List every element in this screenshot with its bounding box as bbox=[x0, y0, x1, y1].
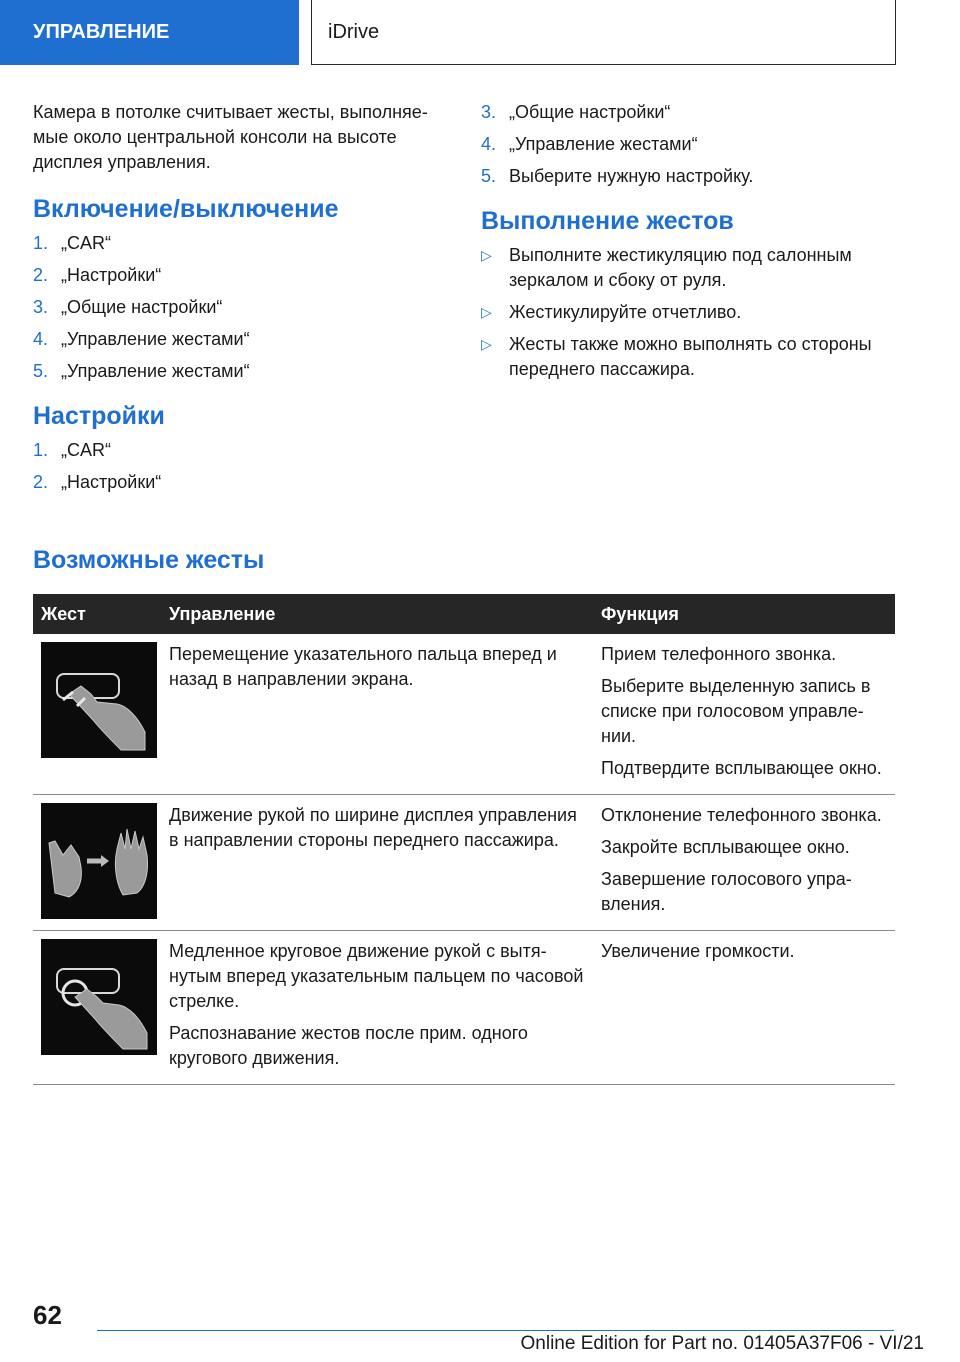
bullet-text: Жесты также можно выполнять со стороны переднего пассажира. bbox=[509, 334, 872, 379]
function-text: Завершение голосового управления. bbox=[601, 869, 852, 914]
control-text: Движение рукой по ширине дисплея управления в направлении стороны переднего пассажира. bbox=[169, 805, 577, 850]
control-text: Перемещение указательного пальца вперед и назад в направлении экрана. bbox=[169, 644, 557, 689]
settings-heading: Настройки bbox=[33, 402, 165, 430]
step-item bbox=[33, 327, 453, 352]
function-text: Прием телефонного звонка. bbox=[601, 644, 837, 664]
perform-bullets bbox=[481, 243, 901, 382]
control-cell bbox=[161, 795, 593, 931]
settings-steps-continued bbox=[481, 100, 901, 189]
toggle-heading: Включение/выключение bbox=[33, 195, 339, 223]
step-text: „Настройки“ bbox=[61, 265, 162, 285]
control-text: Медленное круговое движение рукой с вытянутым вперед указательным пальцем по часовой стрелке. bbox=[169, 941, 584, 1011]
page-number: 62 bbox=[33, 1300, 62, 1330]
step-text: „Управление жестами“ bbox=[509, 134, 698, 154]
step-text: Выберите нужную настройку. bbox=[509, 166, 754, 186]
step-number: 4. bbox=[481, 134, 497, 154]
step-number: 2. bbox=[33, 265, 49, 285]
gesture-cell bbox=[33, 634, 161, 795]
control-text: Распознавание жестов после прим. одного кругового движения. bbox=[169, 1023, 528, 1068]
chapter-tab bbox=[311, 0, 896, 65]
function-cell bbox=[593, 931, 895, 1085]
column-header-gesture: Жест bbox=[33, 594, 161, 634]
settings-steps bbox=[33, 438, 453, 495]
gesture-cell bbox=[33, 795, 161, 931]
function-text: Подтвердите всплывающее окно. bbox=[601, 758, 882, 778]
section-tab bbox=[0, 0, 299, 65]
table-header-row bbox=[33, 594, 895, 634]
gestures-heading: Возможные жесты bbox=[33, 546, 265, 574]
finger-point-gesture-icon bbox=[41, 642, 157, 758]
step-text: „Управление жестами“ bbox=[61, 361, 250, 381]
intro-text: Камера в потолке считывает жесты, выполняемые около центральной консоли на высоте дисплея управления. bbox=[33, 102, 428, 172]
control-cell bbox=[161, 931, 593, 1085]
step-text: „Настройки“ bbox=[61, 472, 162, 492]
triangle-right-icon: ▷ bbox=[481, 247, 492, 263]
function-text: Закройте всплывающее окно. bbox=[601, 837, 850, 857]
table-row bbox=[33, 931, 895, 1085]
step-item bbox=[33, 263, 453, 288]
function-text: Увеличение громкости. bbox=[601, 941, 795, 961]
step-item bbox=[33, 359, 453, 384]
step-number: 1. bbox=[33, 233, 49, 253]
step-number: 1. bbox=[33, 440, 49, 460]
step-number: 5. bbox=[33, 361, 49, 381]
step-text: „Общие настройки“ bbox=[61, 297, 223, 317]
step-item bbox=[481, 132, 901, 157]
function-text: Выберите выделенную запись в списке при голосовом управлении. bbox=[601, 676, 871, 746]
step-number: 5. bbox=[481, 166, 497, 186]
function-text: Отклонение телефонного звонка. bbox=[601, 805, 882, 825]
hand-swipe-gesture-icon bbox=[41, 803, 157, 919]
bullet-item bbox=[481, 243, 901, 293]
left-column bbox=[33, 100, 453, 511]
step-item bbox=[33, 295, 453, 320]
triangle-right-icon: ▷ bbox=[481, 304, 492, 320]
step-item bbox=[33, 438, 453, 463]
bullet-item bbox=[481, 300, 901, 325]
step-number: 4. bbox=[33, 329, 49, 349]
footer-divider bbox=[97, 1330, 894, 1331]
footer-edition: Online Edition for Part no. 01405A37F06 - VI/21 bbox=[520, 1333, 924, 1354]
table-row bbox=[33, 795, 895, 931]
bullet-text: Выполните жестикуляцию под салонным зеркалом и сбоку от руля. bbox=[509, 245, 852, 290]
perform-heading: Выполнение жестов bbox=[481, 207, 734, 235]
toggle-steps bbox=[33, 231, 453, 384]
column-header-function: Функция bbox=[593, 594, 895, 634]
section-label: УПРАВЛЕНИЕ bbox=[33, 21, 170, 43]
step-item bbox=[33, 470, 453, 495]
control-cell bbox=[161, 634, 593, 795]
step-text: „CAR“ bbox=[61, 440, 111, 460]
step-text: „Управление жестами“ bbox=[61, 329, 250, 349]
step-number: 2. bbox=[33, 472, 49, 492]
gesture-cell bbox=[33, 931, 161, 1085]
bullet-text: Жестикулируйте отчетливо. bbox=[509, 302, 742, 322]
step-item bbox=[481, 164, 901, 189]
bullet-item bbox=[481, 332, 901, 382]
step-number: 3. bbox=[33, 297, 49, 317]
table-row bbox=[33, 634, 895, 795]
column-header-control: Управление bbox=[161, 594, 593, 634]
step-item bbox=[481, 100, 901, 125]
finger-circle-gesture-icon bbox=[41, 939, 157, 1055]
step-number: 3. bbox=[481, 102, 497, 122]
function-cell bbox=[593, 795, 895, 931]
function-cell bbox=[593, 634, 895, 795]
step-item bbox=[33, 231, 453, 256]
gestures-table bbox=[33, 594, 895, 1085]
triangle-right-icon: ▷ bbox=[481, 336, 492, 352]
step-text: „CAR“ bbox=[61, 233, 111, 253]
right-column bbox=[481, 100, 901, 389]
chapter-label: iDrive bbox=[328, 20, 380, 43]
step-text: „Общие настройки“ bbox=[509, 102, 671, 122]
